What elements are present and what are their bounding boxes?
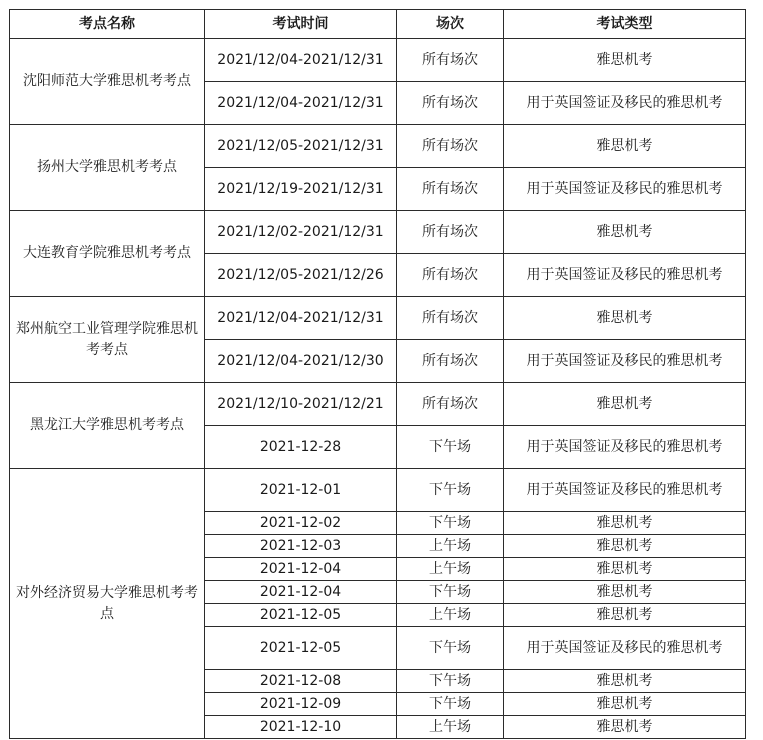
table-row (10, 383, 746, 426)
exam-schedule-table (9, 9, 746, 739)
exam-type-cell: 雅思机考 (504, 297, 746, 340)
site-name: 黑龙江大学雅思机考考点 (10, 383, 205, 469)
exam-time-cell: 2021-12-05 (205, 604, 397, 627)
header-site-name: 考点名称 (10, 10, 205, 39)
table-row (10, 39, 746, 82)
header-row (10, 10, 746, 39)
exam-time-cell: 2021/12/05-2021/12/26 (205, 254, 397, 297)
exam-type-cell: 雅思机考 (504, 383, 746, 426)
exam-time-cell: 2021-12-04 (205, 581, 397, 604)
exam-type-cell: 雅思机考 (504, 558, 746, 581)
exam-type-cell: 雅思机考 (504, 512, 746, 535)
exam-schedule-container (9, 9, 745, 739)
session-cell: 所有场次 (397, 340, 504, 383)
exam-time-cell: 2021/12/04-2021/12/31 (205, 297, 397, 340)
table-row (10, 469, 746, 512)
exam-time-cell: 2021/12/10-2021/12/21 (205, 383, 397, 426)
session-cell: 下午场 (397, 426, 504, 469)
session-cell: 所有场次 (397, 297, 504, 340)
table-row (10, 125, 746, 168)
session-cell: 下午场 (397, 469, 504, 512)
table-row (10, 297, 746, 340)
session-cell: 所有场次 (397, 82, 504, 125)
exam-time-cell: 2021/12/05-2021/12/31 (205, 125, 397, 168)
session-cell: 所有场次 (397, 168, 504, 211)
exam-type-cell: 雅思机考 (504, 604, 746, 627)
exam-time-cell: 2021/12/04-2021/12/30 (205, 340, 397, 383)
site-name: 沈阳师范大学雅思机考考点 (10, 39, 205, 125)
session-cell: 下午场 (397, 670, 504, 693)
session-cell: 所有场次 (397, 39, 504, 82)
session-cell: 上午场 (397, 558, 504, 581)
session-cell: 下午场 (397, 512, 504, 535)
exam-time-cell: 2021-12-08 (205, 670, 397, 693)
table-row (10, 211, 746, 254)
site-name: 郑州航空工业管理学院雅思机考考点 (10, 297, 205, 383)
exam-type-cell: 雅思机考 (504, 125, 746, 168)
exam-time-cell: 2021/12/19-2021/12/31 (205, 168, 397, 211)
site-name: 对外经济贸易大学雅思机考考点 (10, 469, 205, 739)
exam-type-cell: 雅思机考 (504, 581, 746, 604)
header-exam-type: 考试类型 (504, 10, 746, 39)
exam-type-cell: 用于英国签证及移民的雅思机考 (504, 469, 746, 512)
exam-time-cell: 2021-12-10 (205, 716, 397, 739)
exam-time-cell: 2021-12-04 (205, 558, 397, 581)
session-cell: 上午场 (397, 716, 504, 739)
exam-time-cell: 2021-12-02 (205, 512, 397, 535)
session-cell: 下午场 (397, 693, 504, 716)
session-cell: 所有场次 (397, 211, 504, 254)
session-cell: 下午场 (397, 627, 504, 670)
session-cell: 所有场次 (397, 383, 504, 426)
exam-time-cell: 2021-12-28 (205, 426, 397, 469)
session-cell: 上午场 (397, 604, 504, 627)
exam-time-cell: 2021/12/04-2021/12/31 (205, 39, 397, 82)
exam-type-cell: 用于英国签证及移民的雅思机考 (504, 627, 746, 670)
header-session: 场次 (397, 10, 504, 39)
exam-time-cell: 2021-12-05 (205, 627, 397, 670)
exam-time-cell: 2021-12-09 (205, 693, 397, 716)
exam-time-cell: 2021/12/04-2021/12/31 (205, 82, 397, 125)
exam-type-cell: 雅思机考 (504, 670, 746, 693)
exam-type-cell: 用于英国签证及移民的雅思机考 (504, 82, 746, 125)
exam-time-cell: 2021-12-01 (205, 469, 397, 512)
exam-type-cell: 用于英国签证及移民的雅思机考 (504, 254, 746, 297)
session-cell: 所有场次 (397, 254, 504, 297)
exam-time-cell: 2021/12/02-2021/12/31 (205, 211, 397, 254)
session-cell: 上午场 (397, 535, 504, 558)
site-name: 大连教育学院雅思机考考点 (10, 211, 205, 297)
exam-type-cell: 用于英国签证及移民的雅思机考 (504, 340, 746, 383)
exam-type-cell: 雅思机考 (504, 211, 746, 254)
exam-type-cell: 用于英国签证及移民的雅思机考 (504, 426, 746, 469)
exam-time-cell: 2021-12-03 (205, 535, 397, 558)
exam-type-cell: 雅思机考 (504, 39, 746, 82)
exam-type-cell: 雅思机考 (504, 716, 746, 739)
site-name: 扬州大学雅思机考考点 (10, 125, 205, 211)
session-cell: 下午场 (397, 581, 504, 604)
exam-type-cell: 用于英国签证及移民的雅思机考 (504, 168, 746, 211)
exam-type-cell: 雅思机考 (504, 535, 746, 558)
header-exam-time: 考试时间 (205, 10, 397, 39)
exam-type-cell: 雅思机考 (504, 693, 746, 716)
session-cell: 所有场次 (397, 125, 504, 168)
